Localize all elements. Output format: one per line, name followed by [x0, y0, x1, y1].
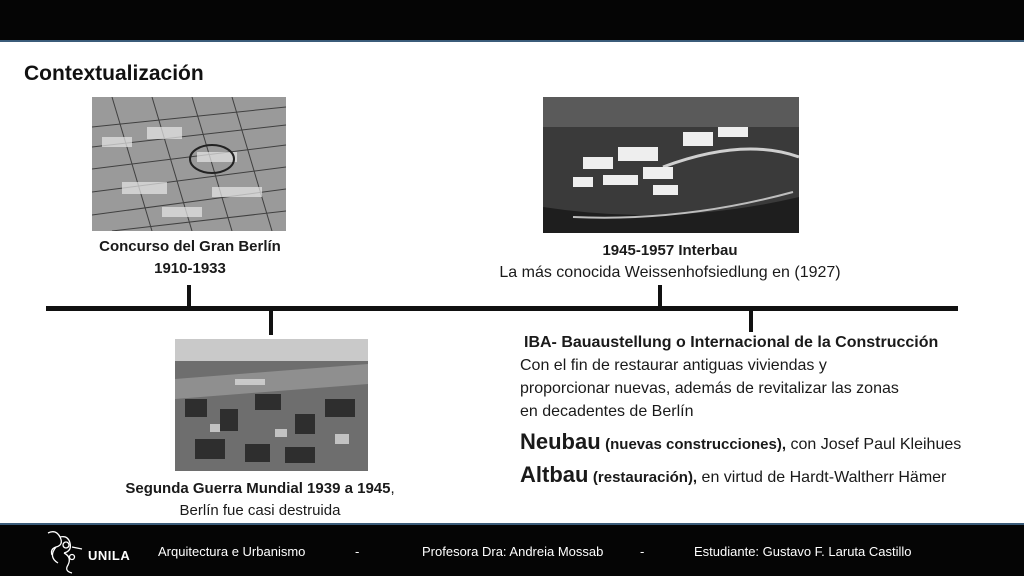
footer-student: Estudiante: Gustavo F. Laruta Castillo [694, 544, 912, 559]
footer-separator: - [640, 544, 645, 559]
slide-title: Contextualización [24, 62, 204, 85]
timeline-tick-concurso [187, 285, 191, 308]
timeline-axis [46, 306, 958, 311]
concurso-caption [70, 236, 310, 280]
concurso-photo [92, 97, 286, 231]
concurso-title: Concurso del Gran Berlín [99, 238, 281, 255]
iba-line: proporcionar nuevas, además de revitalizar las zonas [520, 380, 899, 397]
guerra-comma: , [390, 480, 395, 497]
iba-text-block [520, 331, 1010, 493]
neubau-word: Neubau [520, 429, 601, 454]
header-divider [0, 40, 1024, 42]
interbau-caption [470, 240, 870, 284]
timeline-tick-iba [749, 309, 753, 332]
interbau-photo [543, 97, 799, 233]
interbau-subtitle: La más conocida Weissenhofsiedlung en (1927) [499, 264, 841, 281]
logo-text: UNILA [88, 548, 131, 563]
altbau-rest: en virtud de Hardt-Waltherr Hämer [697, 469, 947, 486]
altbau-line [520, 460, 1010, 493]
iba-line: Con el fin de restaurar antiguas viviendas y [520, 357, 827, 374]
guerra-title: Segunda Guerra Mundial 1939 a 1945 [125, 480, 391, 497]
footer-separator: - [355, 544, 360, 559]
footer-bar [0, 525, 1024, 576]
neubau-rest: con Josef Paul Kleihues [786, 436, 962, 453]
neubau-line [520, 427, 1010, 460]
footer-course: Arquitectura e Urbanismo [158, 544, 306, 559]
altbau-word: Altbau [520, 462, 589, 487]
header-bar [0, 0, 1024, 40]
iba-line: en decadentes de Berlín [520, 403, 694, 420]
concurso-years: 1910-1933 [154, 260, 226, 277]
timeline-tick-guerra [269, 309, 273, 335]
guerra-photo [175, 339, 368, 471]
altbau-paren: (restauración), [592, 469, 698, 486]
interbau-title: 1945-1957 Interbau [602, 242, 738, 259]
footer-professor: Profesora Dra: Andreia Mossab [422, 544, 604, 559]
guerra-caption [90, 478, 430, 522]
guerra-subtitle: Berlín fue casi destruida [179, 502, 341, 519]
neubau-paren: (nuevas construcciones), [605, 436, 787, 453]
timeline-tick-interbau [658, 285, 662, 308]
iba-title: IBA- Bauaustellung o Internacional de la Construcción [524, 334, 939, 351]
